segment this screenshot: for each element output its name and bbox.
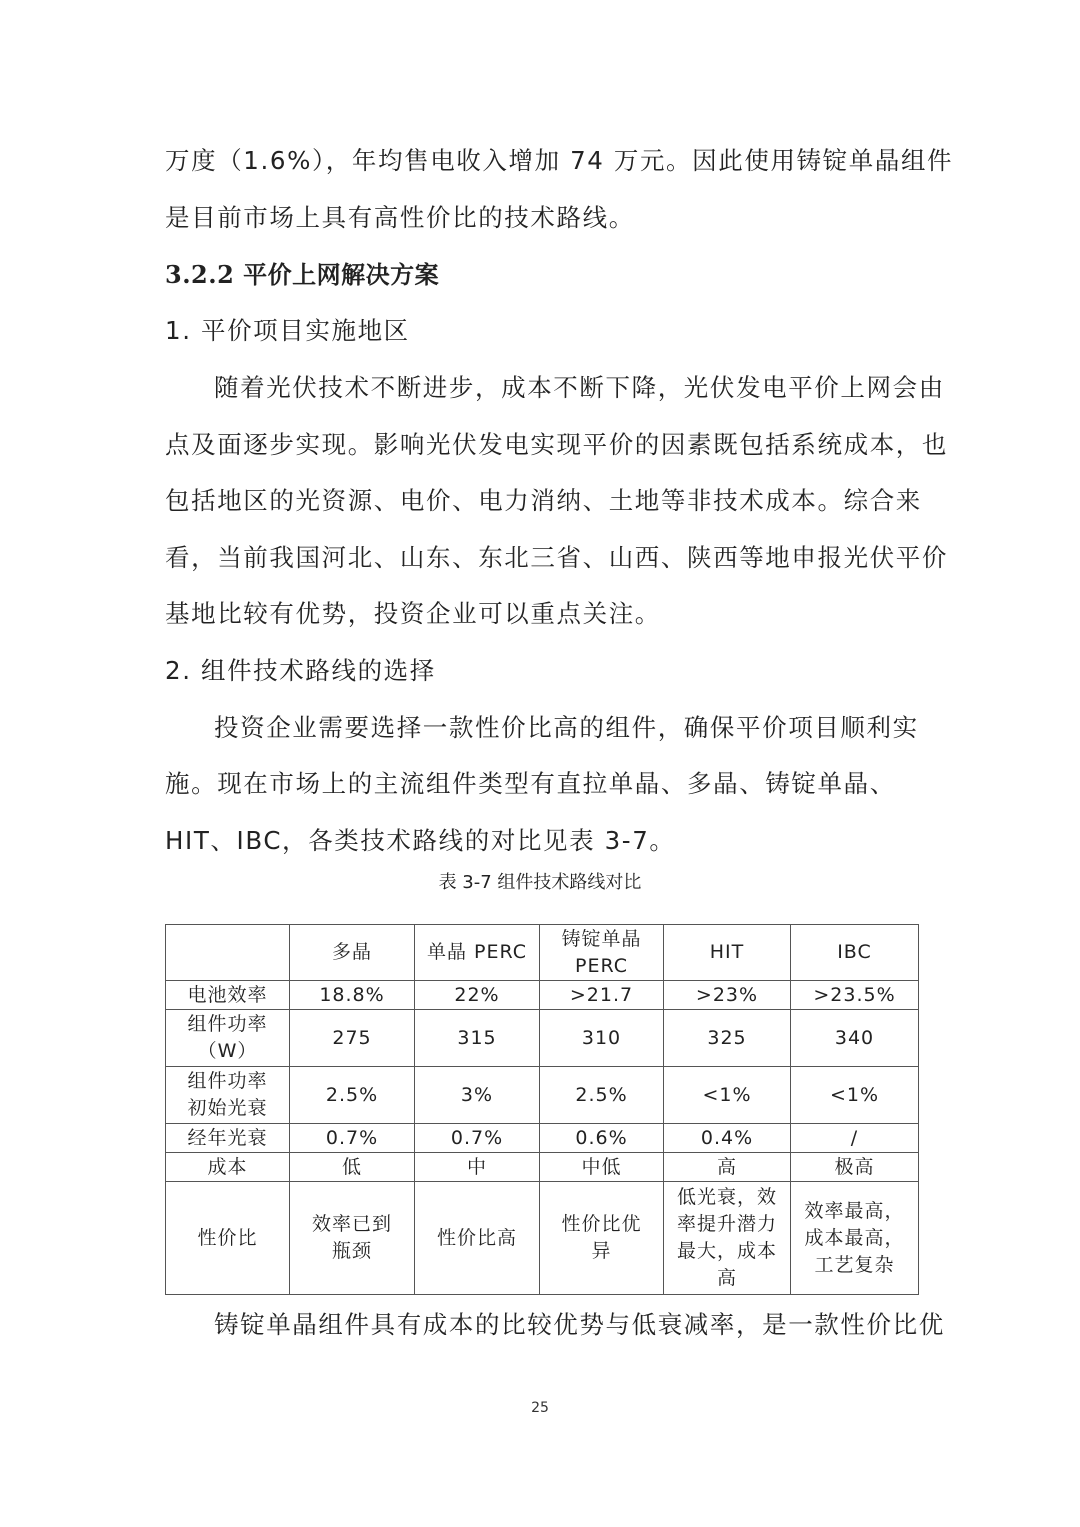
table-cell: 高 — [664, 1153, 791, 1182]
row-label-cell: 组件功率 （W） — [166, 1010, 290, 1067]
table-row — [166, 981, 919, 1010]
table-row — [166, 1153, 919, 1182]
subsection-heading: 1. 平价项目实施地区 — [165, 316, 410, 345]
header-cell: 铸锭单晶 PERC — [540, 925, 664, 981]
paragraph-line: 看，当前我国河北、山东、东北三省、山西、陕西等地申报光伏平价 — [165, 543, 948, 572]
table-row — [166, 1182, 919, 1295]
table-row — [166, 1010, 919, 1067]
table-header-row — [166, 925, 919, 981]
table-cell: 极高 — [791, 1153, 919, 1182]
table-cell: 中低 — [540, 1153, 664, 1182]
paragraph-line: 投资企业需要选择一款性价比高的组件，确保平价项目顺利实 — [214, 713, 919, 742]
row-label-cell: 电池效率 — [166, 981, 290, 1010]
table-cell: 275 — [290, 1010, 415, 1067]
row-label-cell: 成本 — [166, 1153, 290, 1182]
table-row — [166, 1067, 919, 1124]
table-cell: 3% — [415, 1067, 540, 1124]
table-cell: 22% — [415, 981, 540, 1010]
table-cell: 310 — [540, 1010, 664, 1067]
table-cell: 效率已到 瓶颈 — [290, 1182, 415, 1295]
table-cell: 性价比高 — [415, 1182, 540, 1295]
table-cell: 中 — [415, 1153, 540, 1182]
table-cell: >23.5% — [791, 981, 919, 1010]
table-cell: 性价比优 异 — [540, 1182, 664, 1295]
table-cell: 效率最高， 成本最高， 工艺复杂 — [791, 1182, 919, 1295]
header-cell: 多晶 — [290, 925, 415, 981]
header-cell: 单晶 PERC — [415, 925, 540, 981]
section-heading: 3.2.2 平价上网解决方案 — [165, 260, 440, 289]
table-cell: 0.4% — [664, 1124, 791, 1153]
table-cell: 18.8% — [290, 981, 415, 1010]
table-row — [166, 1124, 919, 1153]
table-cell: 0.7% — [415, 1124, 540, 1153]
header-cell: IBC — [791, 925, 919, 981]
body-line: 是目前市场上具有高性价比的技术路线。 — [165, 203, 635, 232]
subsection-heading: 2. 组件技术路线的选择 — [165, 656, 436, 685]
table-caption: 表 3-7 组件技术路线对比 — [438, 872, 642, 893]
table-cell: >21.7 — [540, 981, 664, 1010]
table-cell: / — [791, 1124, 919, 1153]
table-cell: 2.5% — [540, 1067, 664, 1124]
table-cell: 325 — [664, 1010, 791, 1067]
paragraph-line: 包括地区的光资源、电价、电力消纳、土地等非技术成本。综合来 — [165, 486, 922, 515]
row-label-cell: 组件功率 初始光衰 — [166, 1067, 290, 1124]
paragraph-line: 铸锭单晶组件具有成本的比较优势与低衰减率，是一款性价比优 — [214, 1310, 945, 1339]
table-cell: 2.5% — [290, 1067, 415, 1124]
header-cell — [166, 925, 290, 981]
paragraph-line: 点及面逐步实现。影响光伏发电实现平价的因素既包括系统成本，也 — [165, 430, 948, 459]
table-cell: <1% — [664, 1067, 791, 1124]
header-cell: HIT — [664, 925, 791, 981]
table-cell: 低光衰，效 率提升潜力 最大，成本 高 — [664, 1182, 791, 1295]
table-cell: >23% — [664, 981, 791, 1010]
paragraph-line: 随着光伏技术不断进步，成本不断下降，光伏发电平价上网会由 — [214, 373, 945, 402]
page-number: 25 — [531, 1400, 549, 1416]
body-line: 万度（1.6%），年均售电收入增加 74 万元。因此使用铸锭单晶组件 — [165, 146, 954, 175]
table-cell: 低 — [290, 1153, 415, 1182]
paragraph-line: 基地比较有优势，投资企业可以重点关注。 — [165, 599, 661, 628]
table-cell: <1% — [791, 1067, 919, 1124]
paragraph-line: HIT、IBC，各类技术路线的对比见表 3-7。 — [165, 826, 676, 855]
table-cell: 315 — [415, 1010, 540, 1067]
table-cell: 340 — [791, 1010, 919, 1067]
row-label-cell: 性价比 — [166, 1182, 290, 1295]
paragraph-line: 施。现在市场上的主流组件类型有直拉单晶、多晶、铸锭单晶、 — [165, 769, 896, 798]
table-cell: 0.6% — [540, 1124, 664, 1153]
row-label-cell: 经年光衰 — [166, 1124, 290, 1153]
table-cell: 0.7% — [290, 1124, 415, 1153]
comparison-table — [165, 924, 919, 1295]
